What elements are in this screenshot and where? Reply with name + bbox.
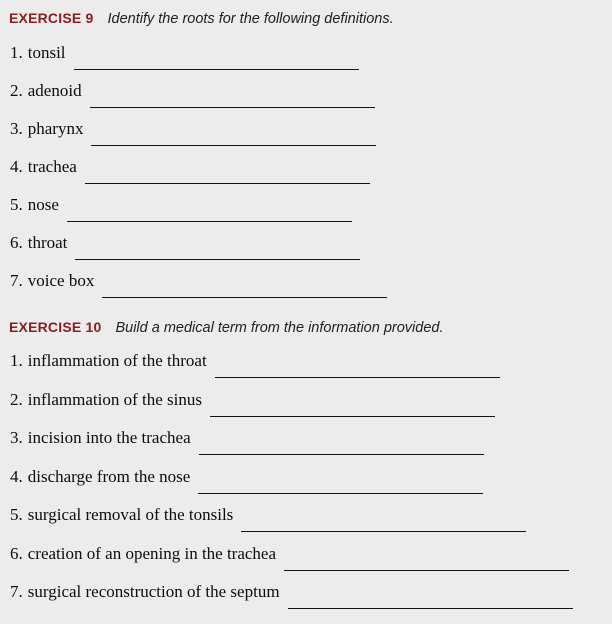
answer-blank-line[interactable]	[215, 351, 500, 378]
item-number: 5.	[10, 195, 23, 214]
answer-blank-line[interactable]	[284, 544, 569, 571]
answer-blank-line[interactable]	[67, 195, 352, 222]
exercise-item	[10, 351, 612, 382]
exercise-number-label: EXERCISE 9	[9, 10, 94, 26]
item-text: surgical reconstruction of the septum	[27, 582, 280, 601]
item-number: 4.	[10, 157, 23, 176]
answer-blank-line[interactable]	[198, 467, 483, 494]
answer-blank-line[interactable]	[288, 582, 573, 609]
item-number: 3.	[10, 119, 23, 138]
answer-blank-line[interactable]	[91, 119, 376, 146]
answer-blank-line[interactable]	[90, 81, 375, 108]
item-number: 1.	[10, 351, 23, 370]
item-number: 3.	[10, 428, 23, 447]
item-number: 5.	[10, 505, 23, 524]
item-text: voice box	[27, 271, 95, 290]
item-number: 2.	[10, 389, 23, 409]
item-number: 4.	[10, 466, 23, 486]
answer-blank-line[interactable]	[241, 505, 526, 532]
exercise-item	[10, 390, 612, 421]
exercise-item	[10, 81, 612, 112]
exercise-instructions: Build a medical term from the information provided.	[115, 320, 444, 336]
exercise-item	[10, 467, 612, 498]
item-text: trachea	[27, 157, 77, 176]
item-number: 7.	[10, 271, 23, 290]
exercise-item	[10, 428, 612, 459]
item-text: incision into the trachea	[27, 428, 191, 447]
answer-blank-line[interactable]	[75, 233, 360, 260]
item-number: 6.	[10, 543, 23, 563]
item-text: surgical removal of the tonsils	[27, 505, 234, 524]
exercise-9-header	[9, 10, 612, 28]
exercise-item	[10, 505, 612, 536]
item-text: pharynx	[27, 119, 84, 138]
answer-blank-line[interactable]	[74, 43, 359, 70]
item-text: throat	[27, 233, 68, 252]
item-number: 6.	[10, 233, 23, 252]
item-text: discharge from the nose	[27, 466, 191, 486]
exercise-item	[10, 119, 612, 150]
item-number: 1.	[10, 43, 23, 62]
exercise-item	[10, 544, 612, 575]
exercise-item	[10, 271, 612, 302]
exercise-item	[10, 582, 612, 613]
item-number: 2.	[10, 81, 23, 100]
answer-blank-line[interactable]	[210, 390, 495, 417]
exercise-10-header	[9, 319, 612, 337]
exercise-item	[10, 195, 612, 226]
item-text: nose	[27, 195, 59, 214]
exercise-item	[10, 233, 612, 264]
answer-blank-line[interactable]	[102, 271, 387, 298]
exercise-9-list	[10, 43, 612, 302]
item-text: inflammation of the throat	[27, 351, 207, 370]
answer-blank-line[interactable]	[199, 428, 484, 455]
exercise-item	[10, 43, 612, 74]
item-text: tonsil	[27, 43, 66, 62]
item-text: adenoid	[27, 81, 82, 100]
exercise-number-label: EXERCISE 10	[9, 319, 102, 335]
item-text: inflammation of the sinus	[27, 389, 202, 409]
exercise-item	[10, 157, 612, 188]
exercise-10-list	[10, 351, 612, 613]
exercise-instructions: Identify the roots for the following definitions.	[107, 11, 394, 27]
item-text: creation of an opening in the trachea	[27, 543, 277, 563]
item-number: 7.	[10, 582, 23, 601]
answer-blank-line[interactable]	[85, 157, 370, 184]
